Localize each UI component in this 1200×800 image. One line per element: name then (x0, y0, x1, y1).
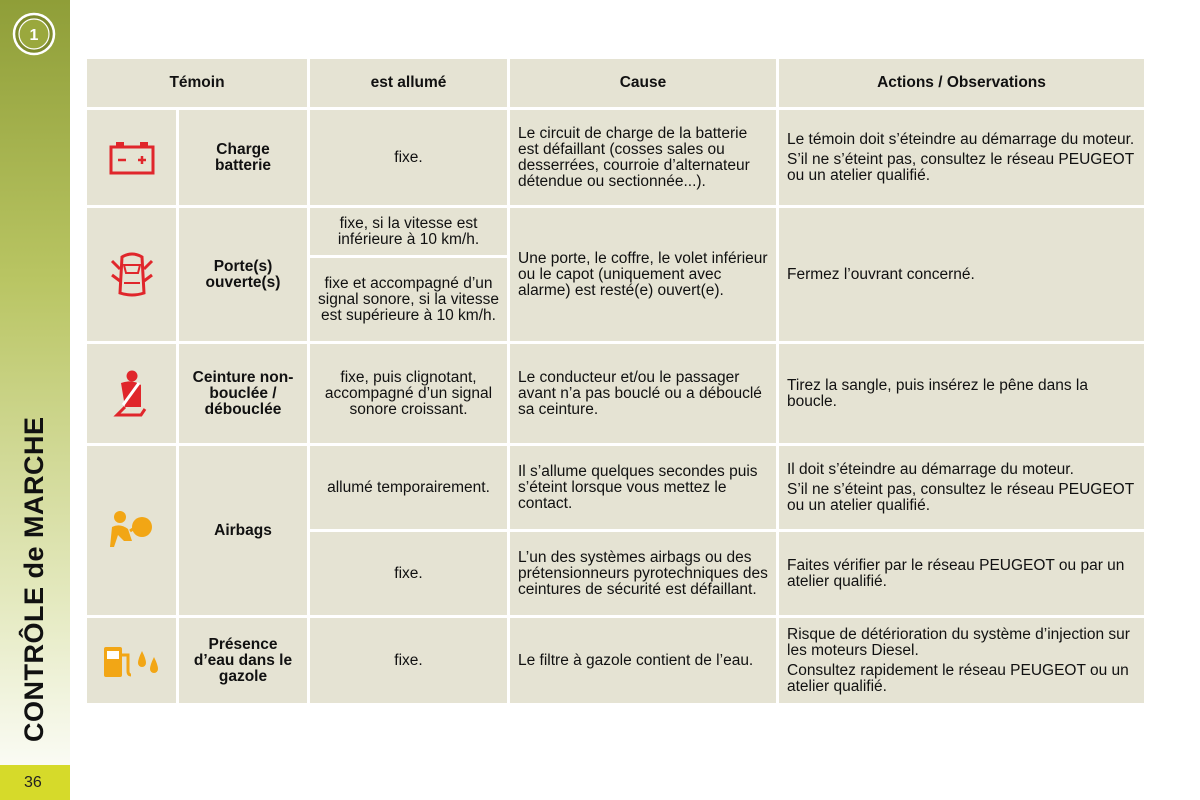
header-allume: est allumé (309, 58, 509, 109)
header-actions: Actions / Observations (778, 58, 1146, 109)
light-action (778, 343, 1146, 445)
light-state: fixe. (309, 617, 509, 705)
table-row (86, 207, 1146, 257)
light-action (778, 531, 1146, 617)
icon-cell (86, 207, 178, 343)
light-name: Ceinture non-bouclée / débouclée (178, 343, 309, 445)
action-text: Faites vérifier par le réseau PEUGEOT ou par un atelier qualifié. (787, 556, 1125, 590)
light-cause: Le filtre à gazole contient de l’eau. (509, 617, 778, 705)
light-cause: Il s’allume quelques secondes puis s’éteint lorsque vous mettez le contact. (509, 445, 778, 531)
table-row (86, 343, 1146, 445)
light-state: allumé temporairement. (309, 445, 509, 531)
chapter-number: 1 (29, 27, 39, 44)
table-row (86, 109, 1146, 207)
icon-cell (86, 445, 178, 617)
sidebar (0, 0, 70, 800)
light-name: Porte(s) ouverte(s) (178, 207, 309, 343)
light-name: Charge batterie (178, 109, 309, 207)
light-cause: Le conducteur et/ou le passager avant n’a pas bouclé ou a débouclé sa ceinture. (509, 343, 778, 445)
open-door-icon (110, 249, 154, 301)
seatbelt-icon (111, 369, 153, 419)
light-cause: Une porte, le coffre, le volet inférieur ou le capot (uniquement avec alarme) est resté(e) ouvert(e). (509, 207, 778, 343)
action-text: Tirez la sangle, puis insérez le pêne dans la boucle. (787, 376, 1088, 410)
page-number: 36 (0, 765, 70, 800)
action-text: Risque de détérioration du système d’injection sur les moteurs Diesel. (787, 625, 1130, 659)
light-action (778, 617, 1146, 705)
light-state: fixe. (309, 531, 509, 617)
action-text: Il doit s’éteindre au démarrage du moteur. (787, 460, 1074, 478)
water-in-diesel-icon (102, 641, 162, 681)
light-name: Airbags (178, 445, 309, 617)
light-state: fixe, si la vitesse est inférieure à 10 km/h. (309, 207, 509, 257)
light-state: fixe, puis clignotant, accompagné d’un signal sonore croissant. (309, 343, 509, 445)
light-action (778, 445, 1146, 531)
light-cause: L’un des systèmes airbags ou des prétensionneurs pyrotechniques des ceintures de sécurité est défaillant. (509, 531, 778, 617)
light-state: fixe et accompagné d’un signal sonore, si la vitesse est supérieure à 10 km/h. (309, 257, 509, 343)
light-action (778, 109, 1146, 207)
light-action (778, 207, 1146, 343)
warning-lights-table (84, 56, 1147, 706)
header-temoin: Témoin (86, 58, 309, 109)
airbag-icon (108, 509, 156, 553)
section-title: CONTRÔLE de MARCHE (19, 416, 49, 742)
action-text: S’il ne s’éteint pas, consultez le réseau PEUGEOT ou un atelier qualifié. (787, 150, 1134, 184)
icon-cell (86, 109, 178, 207)
icon-cell (86, 343, 178, 445)
action-text: S’il ne s’éteint pas, consultez le réseau PEUGEOT ou un atelier qualifié. (787, 480, 1134, 514)
table-row (86, 445, 1146, 531)
header-cause: Cause (509, 58, 778, 109)
icon-cell (86, 617, 178, 705)
light-state: fixe. (309, 109, 509, 207)
action-text: Fermez l’ouvrant concerné. (787, 265, 975, 283)
light-cause: Le circuit de charge de la batterie est défaillant (cosses sales ou desserrées, courroie d’alternateur détendue ou sectionnée...). (509, 109, 778, 207)
battery-icon (108, 140, 156, 176)
light-name: Présence d’eau dans le gazole (178, 617, 309, 705)
action-text: Le témoin doit s’éteindre au démarrage du moteur. (787, 130, 1135, 148)
chapter-badge-icon (12, 12, 56, 56)
table-row (86, 617, 1146, 705)
action-text: Consultez rapidement le réseau PEUGEOT ou un atelier qualifié. (787, 661, 1129, 695)
header-row (86, 58, 1146, 109)
